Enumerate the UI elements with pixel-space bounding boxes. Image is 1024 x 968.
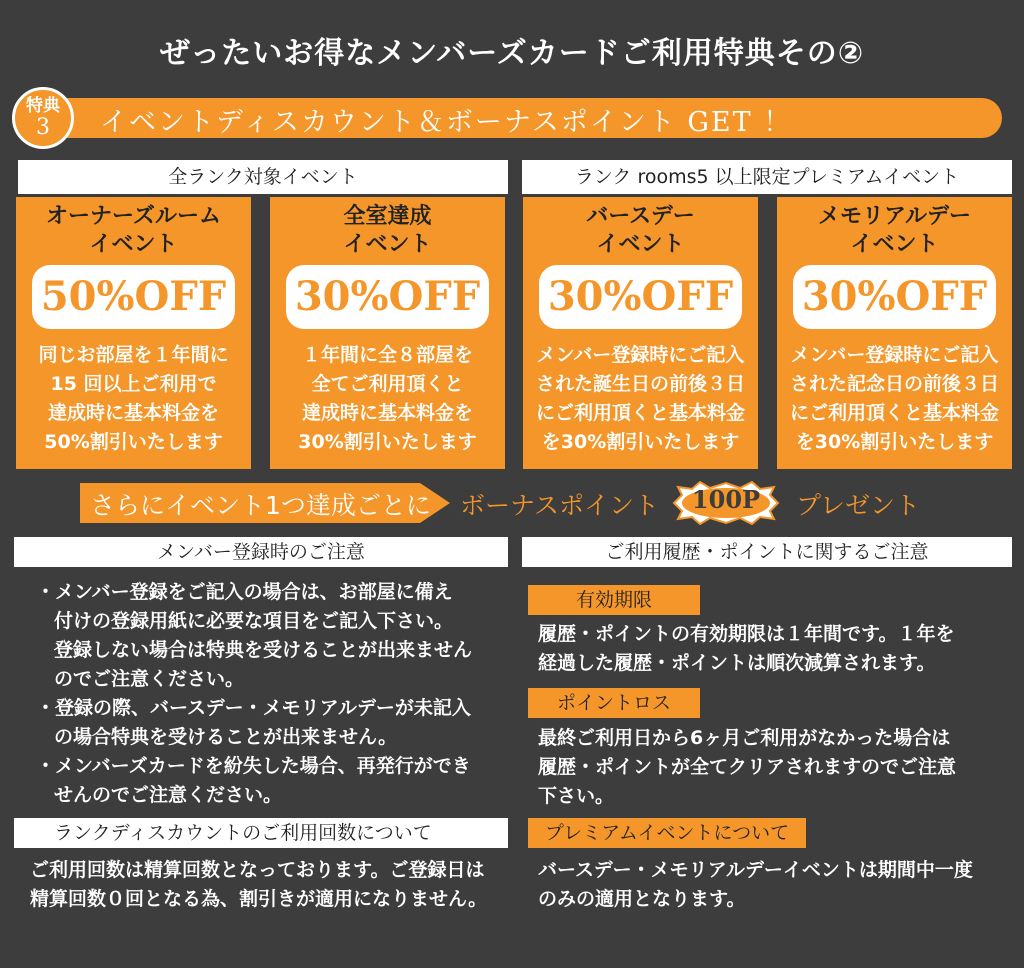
banner-text: イベントディスカウント＆ボーナスポイント GET ！ (100, 107, 793, 138)
member-registration-notes-header: メンバー登録時のご注意 (14, 537, 508, 567)
rank-discount-notes: ご利用回数は精算回数となっております。ご登録日は 精算回数０回となる為、割引きが適用になりません。 (30, 859, 488, 910)
discount-box: 30%OFF (539, 265, 742, 329)
event-card-birthday (523, 197, 758, 469)
card-heading: メモリアルデー イベント (817, 204, 972, 257)
rank-discount-notes-header: ランクディスカウントのご利用回数について (14, 818, 508, 848)
card-description: 同じお部屋を１年間に 15 回以上ご利用で 達成時に基本料金を 50%割引いたします (38, 344, 229, 453)
event-card-all-rooms (270, 197, 505, 469)
card-description: メンバー登録時にご記入 された記念日の前後３日 にご利用頂くと基本料金 を30%割引いたします (789, 344, 999, 453)
event-card-owners-room (16, 197, 251, 469)
benefit-number-badge (12, 87, 74, 149)
event-card-memorial-day (777, 197, 1012, 469)
badge-label: 特典 (26, 96, 60, 116)
member-registration-notes: ・メンバー登録をご記入の場合は、お部屋に備え 付けの登録用紙に必要な項目をご記入下さい。 登録しない場合は特典を受けることが出来ません のでご注意ください。 ・登録の際、バースデー・メモリアルデーが未記入 の場合特典を受けることが出来ません。 ・メンバーズカードを紛失した場合、再発行ができ せんのでご注意ください。 (36, 581, 473, 806)
card-description: １年間に全８部屋を 全てご利用頂くと 達成時に基本料金を 30%割引いたします (298, 344, 477, 453)
bonus-condition-text: さらにイベント1つ達成ごとに (90, 491, 431, 520)
card-heading: バースデー イベント (586, 204, 695, 257)
discount-box: 50%OFF (32, 265, 235, 329)
bonus-points-value: 100P (691, 485, 761, 514)
tag-point-loss: ポイントロス (528, 688, 700, 718)
page-title: ぜったいお得なメンバーズカードご利用特典その② (159, 36, 865, 71)
card-description: メンバー登録時にご記入 された誕生日の前後３日 にご利用頂くと基本料金 を30%割引いたします (535, 344, 745, 453)
tag-expiry: 有効期限 (528, 585, 700, 615)
discount-box: 30%OFF (286, 265, 489, 329)
history-points-notes-header: ご利用履歴・ポイントに関するご注意 (522, 537, 1012, 567)
group-header-all-ranks: 全ランク対象イベント (18, 160, 508, 194)
card-heading: オーナーズルーム イベント (46, 204, 221, 257)
tag-premium-event: プレミアムイベントについて (528, 818, 806, 848)
discount-box: 30%OFF (793, 265, 996, 329)
group-header-premium: ランク rooms5 以上限定プレミアムイベント (522, 160, 1012, 194)
bonus-points-label: ボーナスポイント (460, 491, 660, 520)
point-loss-notes: 最終ご利用日から6ヶ月ご利用がなかった場合は 履歴・ポイントが全てクリアされますのでご注意 下さい。 (538, 727, 957, 807)
premium-event-notes: バースデー・メモリアルデーイベントは期間中一度 のみの適用となります。 (538, 859, 973, 910)
card-heading: 全室達成 イベント (343, 204, 432, 257)
expiry-notes: 履歴・ポイントの有効期限は１年間です。１年を 経過した履歴・ポイントは順次減算されます。 (538, 623, 955, 674)
badge-number: 3 (36, 115, 50, 140)
present-label: プレゼント (796, 491, 921, 520)
